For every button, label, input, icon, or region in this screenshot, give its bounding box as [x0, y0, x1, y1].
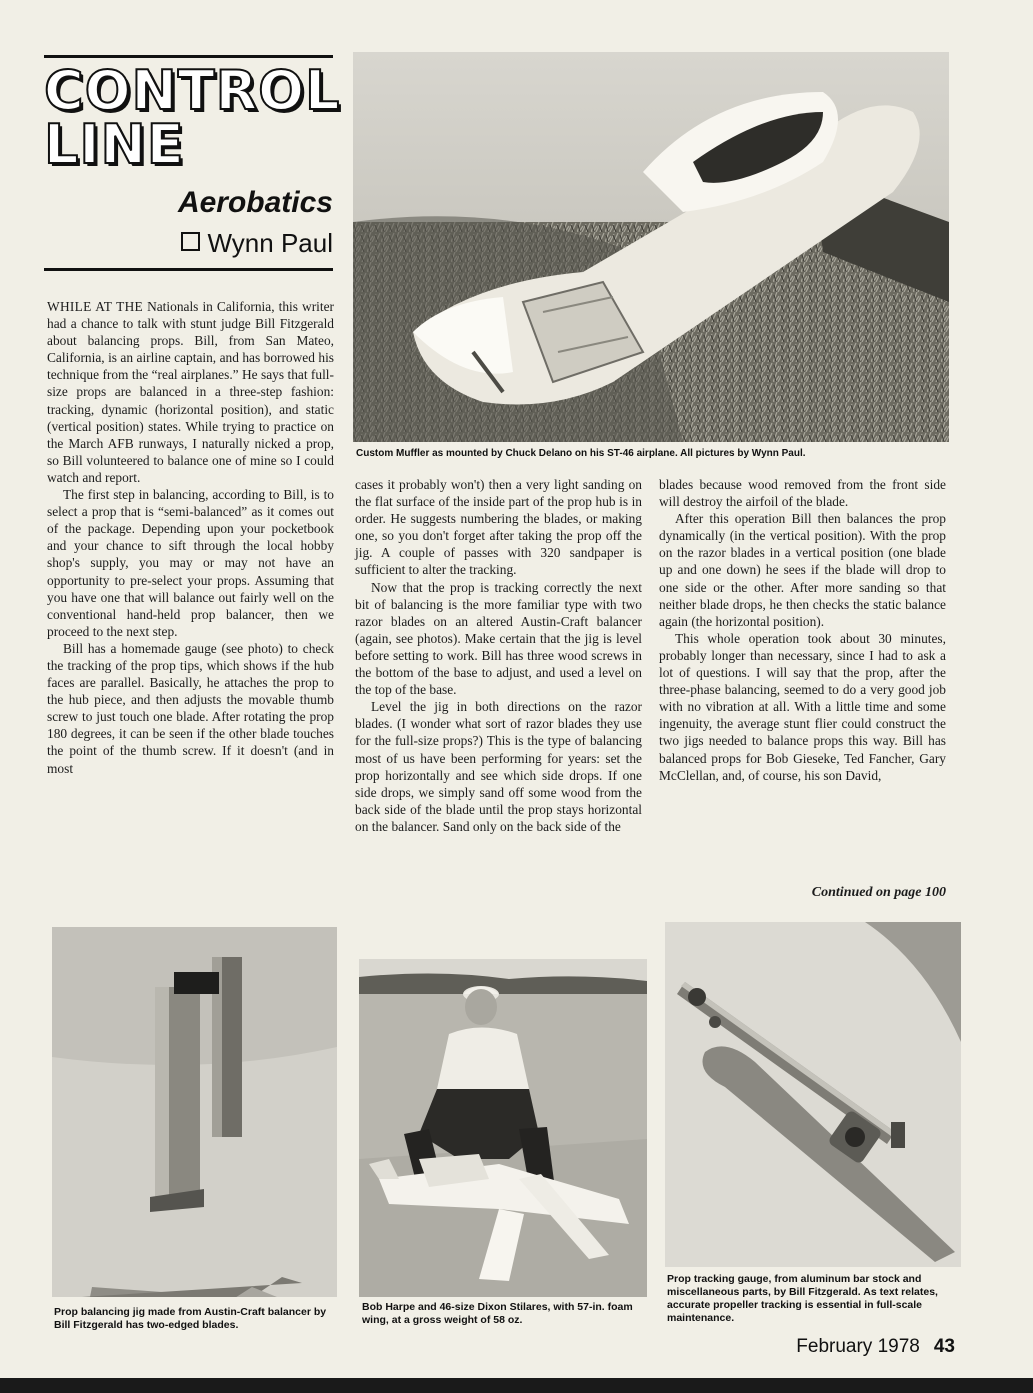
caption-muffler: Custom Muffler as mounted by Chuck Delano on his ST-46 airplane. All pictures by Wynn Paul.	[356, 448, 806, 459]
paragraph-text: Nationals in California, this writer had a chance to talk with stunt judge Bill Fitzgerald about balancing props. Bill, from San Mateo, California, is an airline captain, and has borrowed his technique from the “real airplanes.” He says that full-size props are balanced in a three-step fashion: tracking, dynamic (horizontal position), and static (vertical position) states. While trying to practice on the March AFB runways, I naturally nicked a prop, so Bill volunteered to balance one of mine so I could watch and report.	[47, 299, 334, 485]
photo-gauge	[665, 922, 961, 1267]
page-number: 43	[933, 1336, 955, 1357]
title-line-2: LINE	[44, 113, 185, 176]
byline	[170, 228, 333, 259]
jig-image	[52, 927, 337, 1297]
title-line-1: CONTROL	[44, 59, 341, 122]
photo-harpe	[359, 959, 647, 1297]
page-footer	[796, 1336, 955, 1358]
paragraph: Now that the prop is tracking correctly the next bit of balancing is the more familiar type with two razor blades on an altered Austin-Craft balancer (again, see photos). Make certain that the jig is level before setting to work. Bill has three wood screws in the bottom of the base to adjust, and used a level on the top of the base.	[355, 579, 642, 698]
issue-date: February 1978	[796, 1336, 920, 1357]
paragraph: After this operation Bill then balances the prop dynamically (in the vertical position). With the prop on the razor blades in a vertical position (one blade up and one down) he sees if the blade will drop to one side or the other. After more sanding so that neither blade drops, he then checks the static balance again (the horizontal position).	[659, 511, 946, 629]
text-column-2	[355, 476, 642, 835]
paragraph: blades because wood removed from the front side will destroy the airfoil of the blade.	[659, 477, 946, 510]
paragraph: This whole operation took about 30 minutes, probably longer than necessary, since I had to ask a lot of questions. I will say that the prop, after the three-phase balancing, seemed to do a very good job with no vibration at all. With a little time and some ingenuity, the average stunt flier could construct the two jigs needed to balance props this way. Bill has balanced props for Bob Gieseke, Ted Fancher, Gary McClellan, and, of course, his son David,	[659, 630, 946, 783]
byline-box-icon	[181, 232, 200, 251]
caption-harpe: Bob Harpe and 46-size Dixon Stilares, with 57-in. foam wing, at a gross weight of 58 oz.	[362, 1301, 633, 1326]
paragraph	[47, 298, 334, 486]
paragraph: Bill has a homemade gauge (see photo) to check the tracking of the prop tips, which shows if the hub faces are parallel. Basically, he attaches the prop to the hub piece, and then adjusts the movable thumb screw to just touch one blade. After rotating the prop 180 degrees, it can be seen if the other blade touches the point of the thumb screw. If it doesn't (and in most	[47, 640, 334, 776]
harpe-image	[359, 959, 647, 1297]
muffler-image	[353, 52, 949, 442]
paragraph: cases it probably won't) then a very light sanding on the flat surface of the inside part of the prop hub is in order. He suggests numbering the blades, or making one, so you don't forget after taking the prop off the jig. A couple of passes with 320 sandpaper is sufficient to alter the tracking.	[355, 477, 642, 578]
photo-jig	[52, 927, 337, 1297]
scan-edge-band	[0, 1378, 1033, 1393]
paragraph: Level the jig in both directions on the razor blades. (I wonder what sort of razor blades they use for the full-size props?) This is the type of balancing most of us have been performing for years: set the prop horizontally and see which side drops. If one side drops, we simply sand off some wood from the back side of the blade until the prop stays horizontal on the balancer. Sand only on the back side of the	[355, 699, 642, 834]
gauge-image	[665, 922, 961, 1267]
photo-muffler	[353, 52, 949, 442]
lead-in: WHILE AT THE	[47, 299, 144, 314]
text-column-1	[47, 298, 334, 777]
continued-note: Continued on page 100	[811, 885, 946, 900]
paragraph: The first step in balancing, according to Bill, is to select a prop that is “semi-balanced” as it comes out of the package. Depending upon your pocketbook and your chance to sift through the local hobby shop's supply, you may or may not have an opportunity to pre-select your props. Assuming that you have one that will balance out fairly well on the conventional hand-held prop balancer, then we proceed to the next step.	[47, 487, 334, 639]
author-name: Wynn Paul	[207, 228, 333, 258]
caption-jig: Prop balancing jig made from Austin-Craft balancer by Bill Fitzgerald has two-edged blades.	[54, 1306, 327, 1331]
text-column-3	[659, 476, 946, 784]
header-bottom-rule	[44, 268, 333, 271]
subtitle: Aerobatics	[177, 186, 333, 219]
header-top-rule	[44, 55, 333, 58]
caption-gauge: Prop tracking gauge, from aluminum bar stock and miscellaneous parts, by Bill Fitzgerald. As text relates, accurate propeller tracking is essential in full-scale maintenance.	[667, 1273, 938, 1324]
